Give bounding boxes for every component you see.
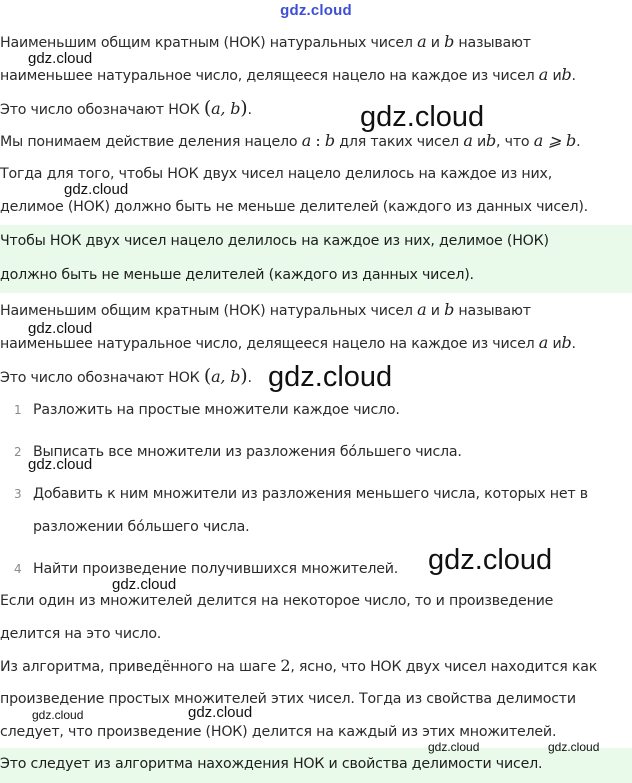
paren-close: ) bbox=[240, 365, 248, 387]
var-a: a bbox=[538, 333, 549, 352]
division-text: Мы понимаем действие деления нацело bbox=[0, 134, 298, 150]
var-a: a bbox=[463, 131, 473, 150]
var-b: b bbox=[486, 131, 497, 150]
watermark-text: gdz.cloud bbox=[548, 740, 600, 754]
notation-repeat-line bbox=[0, 366, 252, 388]
var-a: a bbox=[417, 32, 427, 51]
conj-and: и bbox=[430, 303, 440, 319]
var-b: b bbox=[561, 65, 572, 84]
para3-line-2: делится на это число. bbox=[0, 626, 162, 642]
definition-line-2 bbox=[0, 65, 576, 86]
var-a: a bbox=[417, 300, 427, 319]
var-b: b bbox=[561, 333, 572, 352]
highlight2-line-1: Это следует из алгоритма нахождения НОК и свойства делимости чисел. bbox=[0, 756, 543, 772]
definition-text-2: наименьшее натуральное число, делящееся нацело на каждое из чисел bbox=[0, 336, 535, 352]
watermark-text: gdz.cloud bbox=[28, 320, 93, 337]
definition-text-end: называют bbox=[458, 303, 531, 319]
notation-text: Это число обозначают НОК bbox=[0, 370, 200, 386]
step-text-1: Разложить на простые множители каждое число. bbox=[33, 402, 400, 418]
step-number-3: 3 bbox=[14, 487, 22, 501]
highlight1-line-1: Чтобы НОК двух чисел нацело делилось на каждое из них, делимое (НОК) bbox=[0, 233, 549, 249]
expr-a: a bbox=[301, 131, 312, 150]
conj-and: и bbox=[552, 68, 562, 84]
notation-args: a, b bbox=[211, 99, 241, 118]
watermark-text: gdz.cloud bbox=[28, 50, 93, 67]
watermark-text: gdz.cloud bbox=[32, 708, 84, 722]
watermark-text: gdz.cloud bbox=[188, 704, 253, 721]
conj-and: и bbox=[430, 35, 440, 51]
paren-open: ( bbox=[203, 365, 212, 387]
watermark-text: gdz.cloud bbox=[64, 181, 129, 198]
step-text-4: Найти произведение получившихся множителей. bbox=[33, 561, 399, 577]
watermark-text: gdz.cloud bbox=[360, 101, 485, 133]
watermark-text: gdz.cloud bbox=[428, 740, 480, 754]
step-text-3: Добавить к ним множители из разложения меньшего числа, которых нет в bbox=[33, 486, 588, 502]
step-number-4: 4 bbox=[14, 562, 22, 576]
paren-open: ( bbox=[203, 97, 212, 119]
para3-line-1: Если один из множителей делится на некоторое число, то и произведение bbox=[0, 593, 554, 609]
var-b: b bbox=[444, 32, 455, 51]
top-watermark: gdz.cloud bbox=[280, 2, 352, 19]
notation-args: a, b bbox=[211, 367, 241, 386]
watermark-text: gdz.cloud bbox=[428, 544, 553, 576]
para4-line-2: произведение простых множителей этих чисел. Тогда из свойства делимости bbox=[0, 691, 576, 707]
para4-line-3: следует, что произведение (НОК) делится на каждый из этих множителей. bbox=[0, 724, 557, 740]
para2-line-1: Тогда для того, чтобы НОК двух чисел нацело делилось на каждое из них, bbox=[0, 166, 553, 182]
var-a: a bbox=[538, 65, 549, 84]
watermark-text: gdz.cloud bbox=[28, 456, 93, 473]
step-number-1: 1 bbox=[14, 403, 22, 417]
para2-line-2: делимое (НОК) должно быть не меньше делителей (каждого из данных чисел). bbox=[0, 199, 588, 215]
period: . bbox=[576, 134, 581, 150]
paren-close: ) bbox=[240, 97, 248, 119]
conj-and: и bbox=[476, 134, 486, 150]
definition-text: Наименьшим общим кратным (НОК) натуральных чисел bbox=[0, 35, 413, 51]
notation-text: Это число обозначают НОК bbox=[0, 102, 200, 118]
period: . bbox=[247, 102, 252, 118]
period: . bbox=[571, 336, 576, 352]
notation-line bbox=[0, 98, 252, 120]
division-line bbox=[0, 131, 580, 152]
highlight1-line-2: должно быть не меньше делителей (каждого из данных чисел). bbox=[0, 267, 474, 283]
period: . bbox=[247, 370, 252, 386]
condition: a ⩾ b bbox=[533, 131, 577, 150]
para4-text: Из алгоритма, приведённого на шаге bbox=[0, 659, 277, 675]
division-text-3: , что bbox=[496, 134, 530, 150]
step-text-2: Выписать все множители из разложения бо́льшего числа. bbox=[33, 444, 462, 460]
expr-b: b bbox=[324, 131, 335, 150]
step-text-3-cont: разложении бо́льшего числа. bbox=[33, 519, 250, 535]
definition-text-end: называют bbox=[458, 35, 531, 51]
watermark-text: gdz.cloud bbox=[112, 576, 177, 593]
para4-line-1 bbox=[0, 656, 597, 677]
colon: : bbox=[315, 131, 321, 150]
step-ref: 2 bbox=[280, 656, 291, 675]
para4-text-2: , ясно, что НОК двух чисел находится как bbox=[290, 659, 598, 675]
definition-text-2: наименьшее натуральное число, делящееся нацело на каждое из чисел bbox=[0, 68, 535, 84]
definition-text: Наименьшим общим кратным (НОК) натуральных чисел bbox=[0, 303, 413, 319]
conj-and: и bbox=[552, 336, 562, 352]
watermark-text: gdz.cloud bbox=[268, 361, 393, 393]
var-b: b bbox=[444, 300, 455, 319]
step-number-2: 2 bbox=[14, 445, 22, 459]
period: . bbox=[571, 68, 576, 84]
definition-repeat-line-1 bbox=[0, 300, 531, 321]
division-text-2: для таких чисел bbox=[339, 134, 459, 150]
